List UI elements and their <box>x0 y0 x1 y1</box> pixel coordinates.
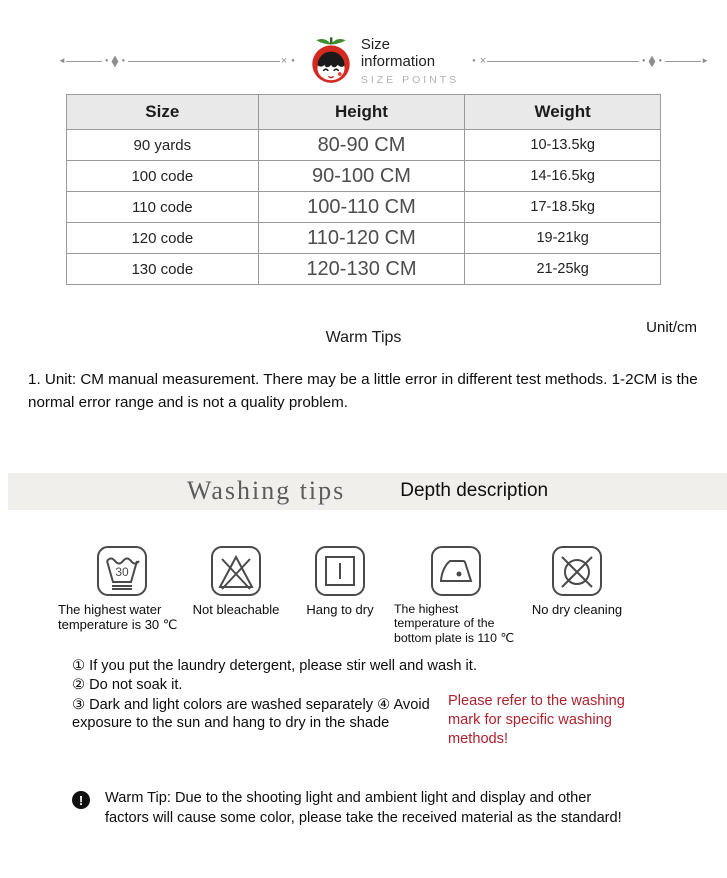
badge-subtitle: SIZE POINTS <box>360 73 460 86</box>
dot-icon: ● <box>472 58 476 64</box>
tomato-girl-icon <box>308 35 354 87</box>
exclamation-icon: ! <box>72 791 90 809</box>
left-ornament-line <box>58 51 298 69</box>
arrow-left-icon: ◄ <box>58 56 66 65</box>
washing-instructions-block <box>72 657 727 749</box>
size-cell: 120 code <box>67 223 259 254</box>
size-cell: 110 code <box>67 192 259 223</box>
dot-icon: ● <box>658 58 663 64</box>
table-row <box>67 223 661 254</box>
height-cell: 100-110 CM <box>258 192 465 223</box>
iron-110-icon <box>429 544 483 598</box>
height-cell: 90-100 CM <box>258 161 465 192</box>
badge-title-line1: Size <box>360 36 391 54</box>
washing-mark-warning: Please refer to the washing mark for specific washing methods! <box>448 693 625 748</box>
table-row <box>67 192 661 223</box>
diamond-icon: ◆ <box>111 51 119 69</box>
height-cell: 80-90 CM <box>258 130 465 161</box>
tips-row <box>0 319 727 351</box>
table-header-row <box>67 95 661 130</box>
care-label: The highest water temperature is 30 ℃ <box>58 601 178 632</box>
size-cell: 100 code <box>67 161 259 192</box>
diamond-icon: ◆ <box>648 51 656 69</box>
warm-tip-footer <box>72 789 727 828</box>
measurement-note: 1. Unit: CM manual measurement. There may be a little error in different test methods. 1-2CM is the normal error range and is not a quality problem. <box>28 371 698 411</box>
table-row <box>67 254 661 285</box>
weight-cell: 17-18.5kg <box>465 192 661 223</box>
no-bleach-icon <box>209 544 263 598</box>
hang-to-dry-icon <box>313 544 367 598</box>
care-label: No dry cleaning <box>531 601 623 617</box>
instruction-item: ① If you put the laundry detergent, please stir well and wash it. <box>72 658 477 675</box>
warm-tip-text: Warm Tip: Due to the shooting light and ambient light and display and other factors will cause some color, please take the received material as the standard! <box>105 790 622 826</box>
instruction-item: ② Do not soak it. <box>72 677 183 694</box>
care-label: Hang to dry <box>306 601 374 617</box>
depth-description-title: Depth description <box>400 480 549 502</box>
care-item-hang-dry <box>286 544 394 646</box>
svg-text:30: 30 <box>115 564 129 579</box>
wash-30-icon <box>95 544 149 598</box>
care-label: Not bleachable <box>192 601 280 617</box>
care-item-no-bleach <box>186 544 286 646</box>
care-label: The highest temperature of the bottom plate is 110 ℃ <box>394 601 515 645</box>
size-chart-table <box>66 94 661 285</box>
badge-title-line2: information <box>360 53 436 71</box>
care-item-iron <box>394 544 518 646</box>
table-row <box>67 130 661 161</box>
column-header-height: Height <box>258 95 465 130</box>
weight-cell: 19-21kg <box>465 223 661 254</box>
unit-label: Unit/cm <box>646 319 697 336</box>
arrow-right-icon: ► <box>701 56 709 65</box>
right-ornament-line <box>469 51 709 69</box>
column-header-weight: Weight <box>465 95 661 130</box>
washing-tips-title: Washing tips <box>186 476 346 506</box>
care-icons-row <box>58 544 727 646</box>
size-info-header <box>58 30 709 92</box>
weight-cell: 14-16.5kg <box>465 161 661 192</box>
care-item-wash-30 <box>58 544 186 646</box>
dot-icon: ● <box>104 58 109 64</box>
no-dry-clean-icon <box>550 544 604 598</box>
table-row <box>67 161 661 192</box>
cross-ornament-icon: × <box>479 54 487 67</box>
warm-tips-heading: Warm Tips <box>325 329 402 346</box>
size-cell: 90 yards <box>67 130 259 161</box>
height-cell: 120-130 CM <box>258 254 465 285</box>
weight-cell: 10-13.5kg <box>465 130 661 161</box>
care-item-no-dry-clean <box>518 544 636 646</box>
dot-icon: ● <box>641 58 646 64</box>
height-cell: 110-120 CM <box>258 223 465 254</box>
dot-icon: ● <box>121 58 126 64</box>
size-info-badge <box>308 35 459 87</box>
size-cell: 130 code <box>67 254 259 285</box>
dot-icon: ● <box>291 58 295 64</box>
instruction-item: ③ Dark and light colors are washed separately ④ Avoid exposure to the sun and hang to dry in the shade <box>72 696 430 731</box>
weight-cell: 21-25kg <box>465 254 661 285</box>
washing-section-header <box>8 473 727 510</box>
column-header-size: Size <box>67 95 259 130</box>
cross-ornament-icon: × <box>280 54 288 67</box>
